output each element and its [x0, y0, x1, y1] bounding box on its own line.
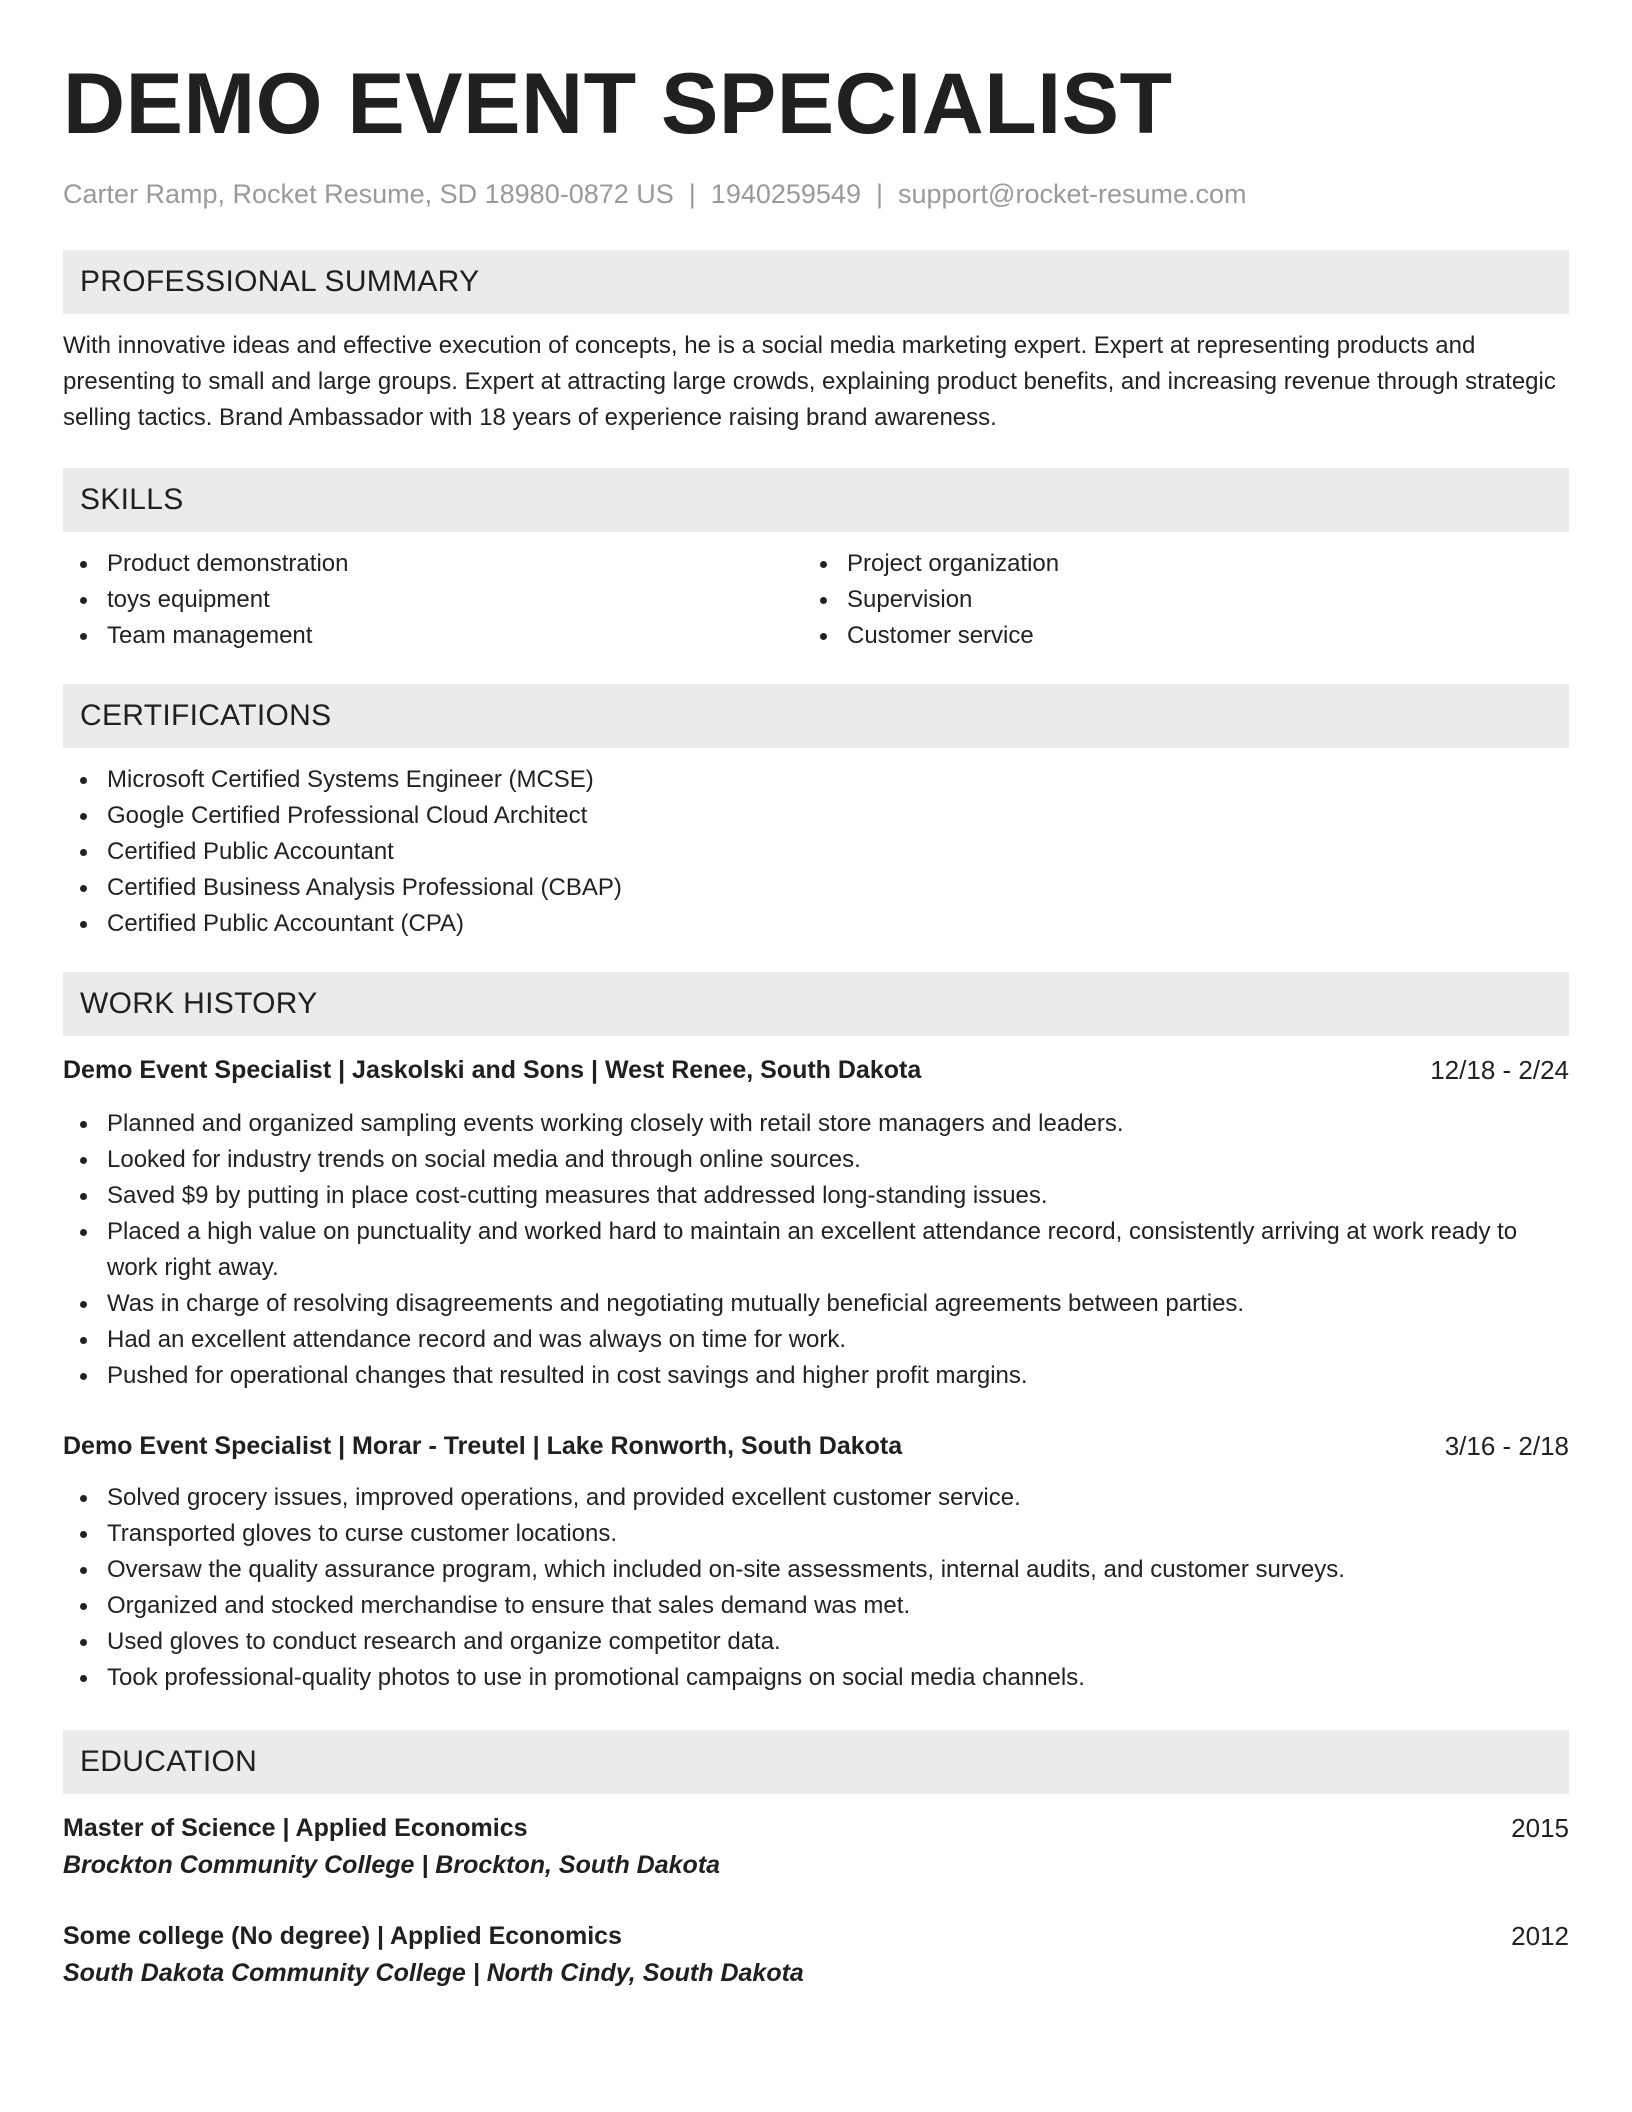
section-header-skills	[63, 468, 1569, 532]
bullet-dot	[80, 1121, 87, 1128]
bullet-dot	[80, 597, 87, 604]
section-header-summary	[63, 250, 1569, 314]
section-header-education	[63, 1730, 1569, 1794]
education-header	[63, 1810, 1569, 1846]
skills-list-right	[803, 546, 1543, 654]
bullet-dot	[80, 1373, 87, 1380]
section-title: SKILLS	[80, 483, 184, 516]
job-bullet: Looked for industry trends on social media and through online sources.	[63, 1142, 1569, 1178]
contact-line	[63, 176, 1569, 212]
job-dates: 3/16 - 2/18	[1444, 1431, 1569, 1461]
job-header	[63, 1052, 1569, 1088]
bullet-dot	[80, 1229, 87, 1236]
education-school: Brockton Community College | Brockton, South Dakota	[63, 1851, 721, 1879]
education-year: 2012	[1511, 1921, 1569, 1951]
bullet-dot	[80, 1193, 87, 1200]
bullet-dot	[820, 633, 827, 640]
contact-separator: |	[875, 179, 883, 209]
job-bullet: Used gloves to conduct research and organize competitor data.	[63, 1624, 1569, 1660]
skill-item: Project organization	[803, 546, 1543, 582]
bullet-dot	[80, 1531, 87, 1538]
skill-item: Team management	[63, 618, 803, 654]
section-title: WORK HISTORY	[80, 987, 318, 1020]
resume-name: DEMO EVENT SPECIALIST	[63, 56, 1173, 152]
certifications-list	[63, 762, 1569, 942]
bullet-dot	[80, 849, 87, 856]
certification-item: Google Certified Professional Cloud Architect	[63, 798, 1569, 834]
job-bullet: Oversaw the quality assurance program, which included on-site assessments, internal audits, and customer surveys.	[63, 1552, 1569, 1588]
job-bullet: Saved $9 by putting in place cost-cutting measures that addressed long-standing issues.	[63, 1178, 1569, 1214]
bullet-dot	[80, 885, 87, 892]
bullet-dot	[80, 813, 87, 820]
bullet-dot	[80, 1157, 87, 1164]
contact-email: support@rocket-resume.com	[897, 179, 1247, 209]
job-header	[63, 1428, 1569, 1464]
skills-list-left	[63, 546, 803, 654]
job-bullets	[63, 1480, 1569, 1696]
contact-phone: 1940259549	[710, 179, 861, 209]
education-degree: Master of Science | Applied Economics	[63, 1814, 528, 1842]
education-entry	[63, 1918, 1569, 1992]
bullet-dot	[80, 1675, 87, 1682]
education-year: 2015	[1511, 1813, 1569, 1843]
bullet-dot	[80, 1301, 87, 1308]
job-bullet: Solved grocery issues, improved operations, and provided excellent customer service.	[63, 1480, 1569, 1516]
job-title: Demo Event Specialist | Jaskolski and Sons | West Renee, South Dakota	[63, 1056, 922, 1084]
job-entry	[63, 1428, 1569, 1696]
bullet-dot	[80, 633, 87, 640]
job-bullets	[63, 1106, 1569, 1394]
bullet-dot	[80, 1639, 87, 1646]
contact-address: Carter Ramp, Rocket Resume, SD 18980-0872 US	[63, 179, 674, 209]
bullet-dot	[820, 561, 827, 568]
section-header-work-history	[63, 972, 1569, 1036]
skill-item: Customer service	[803, 618, 1543, 654]
bullet-dot	[820, 597, 827, 604]
job-bullet: Had an excellent attendance record and was always on time for work.	[63, 1322, 1569, 1358]
skill-item: toys equipment	[63, 582, 803, 618]
bullet-dot	[80, 1567, 87, 1574]
skills-grid	[63, 546, 1569, 654]
job-bullet: Took professional-quality photos to use in promotional campaigns on social media channels.	[63, 1660, 1569, 1696]
bullet-dot	[80, 561, 87, 568]
job-title: Demo Event Specialist | Morar - Treutel | Lake Ronworth, South Dakota	[63, 1432, 903, 1460]
job-bullet: Placed a high value on punctuality and worked hard to maintain an excellent attendance record, consistently arriving at work ready to work right away.	[63, 1214, 1569, 1286]
skill-item: Product demonstration	[63, 546, 803, 582]
certification-item: Certified Public Accountant (CPA)	[63, 906, 1569, 942]
bullet-dot	[80, 921, 87, 928]
education-school: South Dakota Community College | North Cindy, South Dakota	[63, 1959, 804, 1987]
section-title: EDUCATION	[80, 1745, 258, 1778]
education-degree: Some college (No degree) | Applied Economics	[63, 1922, 622, 1950]
summary-text: With innovative ideas and effective execution of concepts, he is a social media marketing expert. Expert at representing products and presenting to small and large groups. Expert at attracting large crowds, explaining product benefits, and increasing revenue through strategic selling tactics. Brand Ambassador with 18 years of experience raising brand awareness.	[63, 332, 1556, 431]
job-bullet: Was in charge of resolving disagreements and negotiating mutually beneficial agreements between parties.	[63, 1286, 1569, 1322]
bullet-dot	[80, 1603, 87, 1610]
job-bullet: Planned and organized sampling events working closely with retail store managers and leaders.	[63, 1106, 1569, 1142]
certification-item: Microsoft Certified Systems Engineer (MCSE)	[63, 762, 1569, 798]
section-title: CERTIFICATIONS	[80, 699, 332, 732]
job-bullet: Organized and stocked merchandise to ensure that sales demand was met.	[63, 1588, 1569, 1624]
education-header	[63, 1918, 1569, 1954]
job-dates: 12/18 - 2/24	[1430, 1055, 1569, 1085]
job-entry	[63, 1052, 1569, 1394]
job-bullet: Transported gloves to curse customer locations.	[63, 1516, 1569, 1552]
section-title: PROFESSIONAL SUMMARY	[80, 265, 480, 298]
skill-item: Supervision	[803, 582, 1543, 618]
bullet-dot	[80, 1337, 87, 1344]
certification-item: Certified Business Analysis Professional (CBAP)	[63, 870, 1569, 906]
contact-separator: |	[688, 179, 696, 209]
certification-item: Certified Public Accountant	[63, 834, 1569, 870]
bullet-dot	[80, 777, 87, 784]
job-bullet: Pushed for operational changes that resulted in cost savings and higher profit margins.	[63, 1358, 1569, 1394]
education-entry	[63, 1810, 1569, 1884]
bullet-dot	[80, 1495, 87, 1502]
section-header-certifications	[63, 684, 1569, 748]
